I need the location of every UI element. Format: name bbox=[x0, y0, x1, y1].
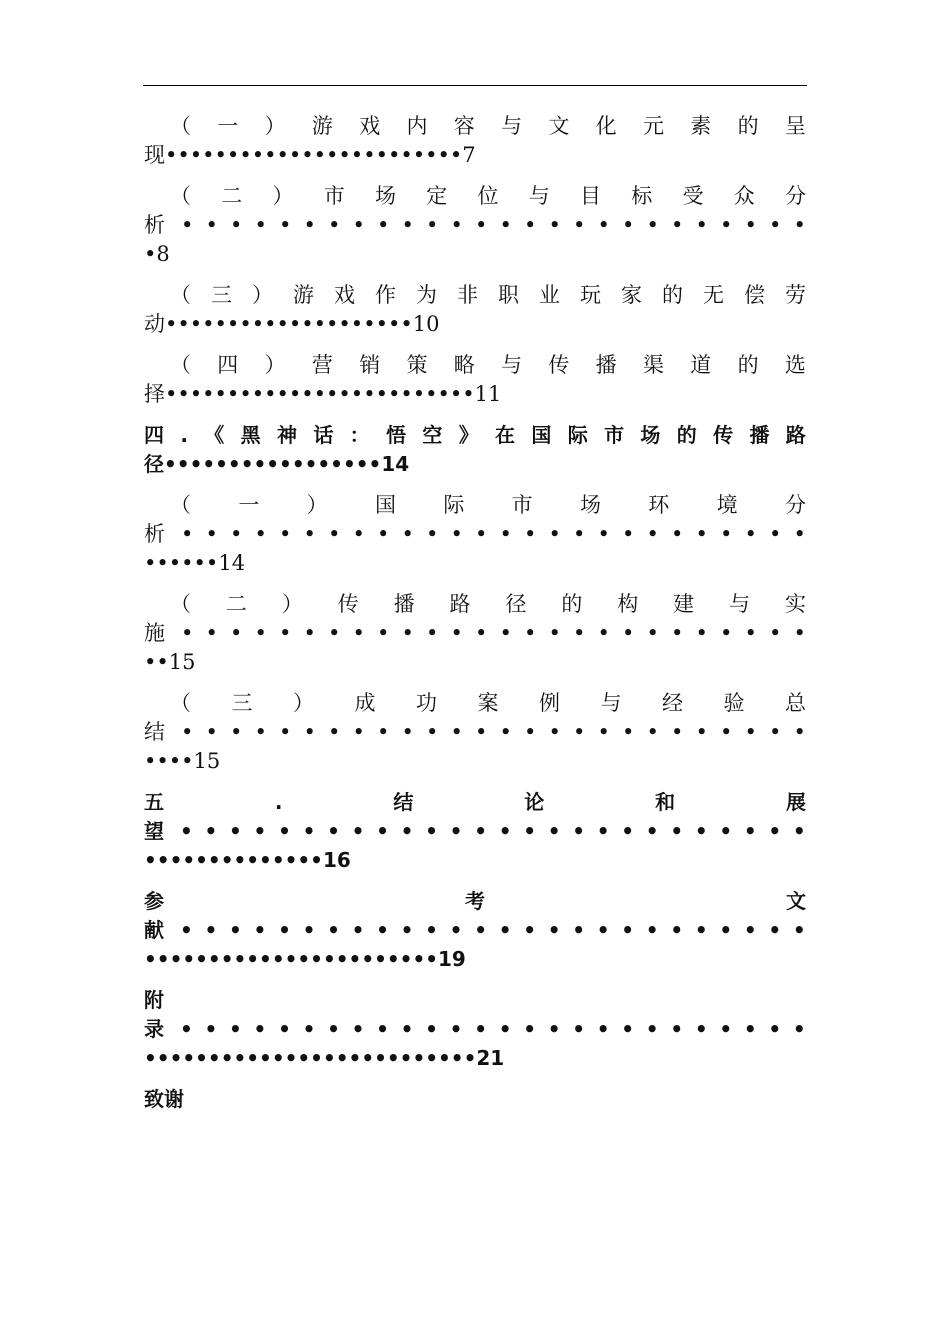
toc-title-char: 分 bbox=[784, 493, 806, 517]
toc-title-char: 际 bbox=[443, 493, 465, 517]
toc-title-char: 境 bbox=[716, 493, 738, 517]
toc-leader-line-wrap bbox=[144, 549, 806, 578]
toc-title-char: 路 bbox=[785, 423, 806, 447]
toc-title-char: 为 bbox=[416, 283, 437, 307]
toc-title-char: 与 bbox=[501, 114, 523, 138]
toc-title-char: 播 bbox=[393, 592, 415, 616]
toc-title-char: 定 bbox=[426, 184, 448, 208]
toc-title-char: 市 bbox=[323, 184, 345, 208]
toc-title-char: 营 bbox=[311, 353, 333, 377]
toc-entry[interactable] bbox=[144, 182, 806, 269]
toc-title-char: 策 bbox=[406, 353, 428, 377]
toc-entry[interactable] bbox=[144, 788, 806, 875]
toc-title-char: ） bbox=[293, 691, 314, 715]
toc-title-char: 悟 bbox=[386, 423, 407, 447]
toc-title-char: 的 bbox=[676, 423, 697, 447]
toc-leader-line bbox=[144, 817, 806, 846]
toc-title-char: 传 bbox=[713, 423, 734, 447]
toc-leader-dots-wrap: •••• bbox=[144, 749, 194, 773]
toc-title-char: 总 bbox=[785, 691, 806, 715]
toc-page-number: 21 bbox=[476, 1046, 505, 1070]
toc-leader-dots: • • • • • • • • • • • • • • • • • • • • • • • • • • bbox=[181, 720, 806, 744]
toc-title-tail: 析 bbox=[144, 522, 165, 546]
toc-title-char: 》 bbox=[458, 423, 479, 447]
toc-title-char: 的 bbox=[662, 283, 683, 307]
toc-title-char: 略 bbox=[453, 353, 475, 377]
toc-page-number: 7 bbox=[462, 143, 476, 167]
toc-leader-line bbox=[144, 310, 806, 339]
toc-title-char: 业 bbox=[539, 283, 560, 307]
toc-title-char: 在 bbox=[495, 423, 516, 447]
toc-leader-dots: • • • • • • • • • • • • • • • • • • • • • • • • • • bbox=[181, 522, 806, 546]
toc-leader-dots: •••••••••••••••••••••••• bbox=[165, 143, 463, 167]
toc-title-char: ） bbox=[264, 114, 286, 138]
toc-title-char: 目 bbox=[580, 184, 601, 208]
toc-entry-title-line bbox=[144, 590, 806, 619]
toc-title-char: 场 bbox=[640, 423, 661, 447]
toc-title-char: 与 bbox=[729, 592, 751, 616]
toc-title-char: ） bbox=[272, 184, 294, 208]
toc-title-char: ： bbox=[349, 423, 370, 447]
toc-leader-dots-wrap: •••••• bbox=[144, 551, 219, 575]
toc-title-char: 四 bbox=[217, 353, 239, 377]
toc-leader-line bbox=[144, 1015, 806, 1044]
toc-title-char: （ bbox=[170, 114, 191, 138]
toc-title-char: 三 bbox=[231, 691, 253, 715]
toc-entry-title-line bbox=[144, 281, 806, 310]
toc-entry[interactable] bbox=[144, 281, 806, 339]
toc-title-char: ） bbox=[264, 353, 286, 377]
toc-leader-line-wrap bbox=[144, 648, 806, 677]
toc-leader-line-wrap bbox=[144, 747, 806, 776]
toc-leader-dots: • • • • • • • • • • • • • • • • • • • • • • • • • • bbox=[180, 819, 806, 843]
toc-entry-title-line bbox=[144, 182, 806, 211]
toc-title-char: 职 bbox=[498, 283, 519, 307]
toc-title-char: 播 bbox=[749, 423, 770, 447]
toc-title-char: 话 bbox=[313, 423, 334, 447]
toc-title-char: 结 bbox=[393, 790, 414, 814]
toc-title-tail: 献 bbox=[144, 918, 164, 942]
toc-leader-dots: ••••••••••••••••• bbox=[164, 452, 382, 476]
toc-title-char: 戏 bbox=[359, 114, 381, 138]
toc-leader-line bbox=[144, 718, 806, 747]
toc-leader-dots: • • • • • • • • • • • • • • • • • • • • • • • • • • bbox=[180, 1017, 806, 1041]
toc-title-char: 实 bbox=[784, 592, 806, 616]
toc-leader-dots-wrap: •• bbox=[144, 650, 169, 674]
toc-title-char: 一 bbox=[238, 493, 260, 517]
toc-title-char: 经 bbox=[662, 691, 683, 715]
toc-title-char: 戏 bbox=[334, 283, 355, 307]
toc-title-tail: 径 bbox=[144, 452, 164, 476]
toc-entries bbox=[144, 112, 806, 1073]
toc-page-number: 10 bbox=[412, 312, 440, 336]
toc-title-char: 构 bbox=[617, 592, 639, 616]
toc-leader-line-wrap bbox=[144, 945, 806, 974]
toc-leader-line-wrap bbox=[144, 240, 806, 269]
toc-title-char: 国 bbox=[374, 493, 396, 517]
toc-title-char: 神 bbox=[276, 423, 297, 447]
toc-title-char: 参 bbox=[144, 889, 164, 913]
toc-entry-title-line bbox=[144, 491, 806, 520]
toc-leader-dots-wrap: • bbox=[144, 242, 157, 266]
toc-title-char: （ bbox=[170, 493, 191, 517]
toc-title-char: 元 bbox=[642, 114, 664, 138]
toc-entry-title-line bbox=[144, 689, 806, 718]
toc-title-char: 成 bbox=[354, 691, 376, 715]
toc-page-number: 14 bbox=[381, 452, 410, 476]
toc-title-char: 内 bbox=[406, 114, 428, 138]
toc-entry[interactable] bbox=[144, 491, 806, 578]
toc-title-tail: 结 bbox=[144, 720, 165, 744]
toc-leader-dots-wrap: •••••••••••••••••••••••••• bbox=[144, 1046, 477, 1070]
toc-leader-dots-wrap: ••••••••••••••••••••••• bbox=[144, 947, 439, 971]
toc-title-char: 附 bbox=[144, 988, 164, 1012]
toc-title-char: 素 bbox=[690, 114, 712, 138]
toc-title-char: . bbox=[180, 423, 188, 447]
table-of-contents bbox=[144, 112, 806, 1114]
toc-title-tail: 施 bbox=[144, 621, 165, 645]
toc-page-number: 15 bbox=[193, 749, 221, 773]
toc-title-char: 环 bbox=[648, 493, 670, 517]
toc-title-char: 场 bbox=[579, 493, 601, 517]
toc-title-char: 销 bbox=[359, 353, 381, 377]
toc-page-number: 11 bbox=[474, 382, 502, 406]
toc-title-tail: 择 bbox=[144, 382, 165, 406]
toc-title-char: 《 bbox=[204, 423, 225, 447]
toc-title-char: 渠 bbox=[642, 353, 664, 377]
toc-title-tail: 现 bbox=[144, 143, 165, 167]
toc-entry-title-line bbox=[144, 986, 806, 1015]
toc-title-char: 市 bbox=[511, 493, 533, 517]
toc-title-char: 三 bbox=[211, 283, 232, 307]
toc-leader-dots: ••••••••••••••••••••••••• bbox=[165, 382, 475, 406]
toc-title-char: 四 bbox=[144, 423, 164, 447]
toc-title-char: 场 bbox=[375, 184, 396, 208]
toc-leader-dots: •••••••••••••••••••• bbox=[165, 312, 413, 336]
toc-page-number: 14 bbox=[218, 551, 246, 575]
toc-page-number: 15 bbox=[168, 650, 196, 674]
toc-entry-title-line bbox=[144, 788, 806, 817]
toc-title-char: 市 bbox=[604, 423, 625, 447]
toc-title-char: 呈 bbox=[784, 114, 806, 138]
toc-title-char: 标 bbox=[631, 184, 653, 208]
toc-title-char: 二 bbox=[221, 184, 243, 208]
toc-title-tail: 录 bbox=[144, 1017, 164, 1041]
toc-leader-line-wrap bbox=[144, 846, 806, 875]
toc-leader-dots: • • • • • • • • • • • • • • • • • • • • • • • • • • bbox=[180, 918, 806, 942]
toc-title-char: 文 bbox=[786, 889, 806, 913]
toc-leader-line bbox=[144, 211, 806, 240]
toc-title-char: 游 bbox=[311, 114, 333, 138]
toc-leader-line bbox=[144, 520, 806, 549]
toc-title-char: 际 bbox=[567, 423, 588, 447]
toc-title-char: 位 bbox=[477, 184, 499, 208]
toc-title-char: 众 bbox=[733, 184, 755, 208]
toc-title-char: 无 bbox=[703, 283, 724, 307]
toc-title-char: 传 bbox=[337, 592, 359, 616]
toc-title-char: 案 bbox=[477, 691, 499, 715]
toc-leader-line bbox=[144, 450, 806, 479]
toc-title-char: 功 bbox=[416, 691, 437, 715]
toc-title-char: 传 bbox=[548, 353, 570, 377]
toc-leader-dots: • • • • • • • • • • • • • • • • • • • • • • • • • • bbox=[181, 213, 806, 237]
toc-title-char: 化 bbox=[595, 114, 617, 138]
toc-entry-title-line bbox=[144, 351, 806, 380]
toc-title-char: 与 bbox=[528, 184, 550, 208]
toc-title-char: . bbox=[274, 790, 283, 814]
toc-entry-title-line bbox=[144, 887, 806, 916]
toc-leader-line-wrap bbox=[144, 1044, 806, 1073]
toc-entry-title-line bbox=[144, 421, 806, 450]
toc-entry-acknowledgements[interactable]: 致谢 bbox=[144, 1087, 184, 1111]
toc-entry-title-line bbox=[144, 112, 806, 141]
toc-title-tail: 析 bbox=[144, 213, 165, 237]
toc-page-number: 19 bbox=[438, 947, 466, 971]
toc-title-char: ） bbox=[306, 493, 328, 517]
toc-title-char: 验 bbox=[723, 691, 745, 715]
toc-leader-line bbox=[144, 916, 806, 945]
toc-title-char: （ bbox=[170, 592, 191, 616]
toc-entry[interactable] bbox=[144, 112, 806, 170]
toc-title-char: 作 bbox=[375, 283, 396, 307]
toc-title-char: 展 bbox=[785, 790, 806, 814]
toc-page-number: 8 bbox=[156, 242, 170, 266]
toc-title-char: 二 bbox=[225, 592, 247, 616]
toc-title-tail: 望 bbox=[144, 819, 164, 843]
toc-title-char: 五 bbox=[144, 790, 164, 814]
toc-title-char: （ bbox=[170, 283, 191, 307]
toc-leader-dots-wrap: •••••••••••••• bbox=[144, 848, 323, 872]
toc-title-char: 的 bbox=[561, 592, 583, 616]
toc-entry[interactable] bbox=[144, 421, 806, 479]
toc-entry[interactable] bbox=[144, 351, 806, 409]
toc-title-char: 游 bbox=[293, 283, 314, 307]
toc-title-char: 的 bbox=[737, 114, 759, 138]
toc-title-char: （ bbox=[170, 691, 191, 715]
toc-title-char: 与 bbox=[600, 691, 622, 715]
toc-leader-line bbox=[144, 141, 806, 170]
toc-title-char: 的 bbox=[737, 353, 759, 377]
toc-title-char: 文 bbox=[548, 114, 570, 138]
toc-title-char: 与 bbox=[501, 353, 523, 377]
toc-title-char: 考 bbox=[465, 889, 485, 913]
toc-title-char: 黑 bbox=[240, 423, 261, 447]
toc-leader-line bbox=[144, 380, 806, 409]
toc-title-char: 和 bbox=[655, 790, 676, 814]
toc-title-char: 路 bbox=[449, 592, 471, 616]
toc-page-number: 16 bbox=[322, 848, 351, 872]
toc-title-char: 道 bbox=[690, 353, 712, 377]
toc-title-char: 分 bbox=[785, 184, 806, 208]
toc-entry[interactable] bbox=[144, 887, 806, 974]
toc-title-char: ） bbox=[281, 592, 303, 616]
toc-entry[interactable] bbox=[144, 689, 806, 776]
toc-title-char: 非 bbox=[457, 283, 478, 307]
toc-title-char: 容 bbox=[453, 114, 475, 138]
toc-title-char: 劳 bbox=[785, 283, 806, 307]
toc-title-char: 玩 bbox=[580, 283, 601, 307]
toc-title-char: （ bbox=[170, 353, 191, 377]
toc-title-char: 建 bbox=[673, 592, 695, 616]
toc-leader-dots: • • • • • • • • • • • • • • • • • • • • • • • • • • bbox=[181, 621, 806, 645]
toc-leader-line bbox=[144, 619, 806, 648]
toc-title-char: ） bbox=[252, 283, 273, 307]
toc-entry[interactable] bbox=[144, 986, 806, 1073]
toc-title-char: 家 bbox=[621, 283, 642, 307]
toc-title-char: 例 bbox=[539, 691, 560, 715]
toc-title-char: 空 bbox=[422, 423, 443, 447]
toc-title-char: 选 bbox=[784, 353, 806, 377]
toc-title-tail: 动 bbox=[144, 312, 165, 336]
toc-title-char: 国 bbox=[531, 423, 552, 447]
toc-title-char: 论 bbox=[524, 790, 545, 814]
toc-title-char: 受 bbox=[682, 184, 704, 208]
toc-title-char: 一 bbox=[217, 114, 239, 138]
header-rule bbox=[143, 85, 807, 86]
toc-title-char: （ bbox=[170, 184, 191, 208]
toc-title-char: 偿 bbox=[744, 283, 765, 307]
toc-title-char: 径 bbox=[505, 592, 527, 616]
toc-title-char: 播 bbox=[595, 353, 617, 377]
toc-entry[interactable] bbox=[144, 590, 806, 677]
